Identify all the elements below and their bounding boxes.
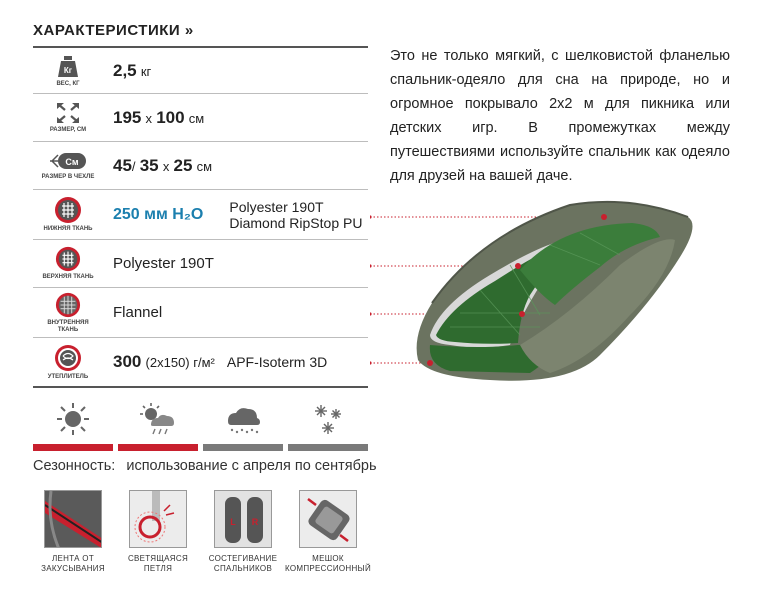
fabric-weave-icon — [54, 196, 82, 224]
svg-text:R: R — [251, 517, 259, 527]
stuff-sack-icon — [48, 150, 88, 172]
expand-arrows-icon — [55, 101, 81, 125]
spec-row-weight — [33, 46, 368, 94]
flannel-icon — [55, 292, 81, 318]
size-label: РАЗМЕР, СМ — [49, 127, 87, 133]
section-title: ХАРАКТЕРИСТИКИ » — [33, 22, 194, 39]
packed-value: 45/ 35 х 25 см — [113, 155, 213, 175]
season-bar — [118, 444, 198, 451]
season-spring — [118, 398, 198, 451]
season-indicator — [33, 398, 368, 451]
glow-loop-icon — [130, 491, 187, 548]
upper-fabric-label: ВЕРХНЯЯ ТКАНЬ — [42, 274, 94, 280]
sun-cloud-rain-icon — [137, 401, 179, 437]
feature-glowing-loop — [118, 490, 198, 574]
size-value: 195 х 100 см — [113, 107, 205, 127]
compression-sack-icon — [300, 491, 357, 548]
season-winter — [288, 398, 368, 451]
svg-text:См: См — [65, 157, 79, 167]
two-bags-icon — [215, 491, 272, 548]
insulation-material: APF-Isoterm 3D — [226, 354, 328, 370]
packed-label: РАЗМЕР В ЧЕХЛЕ — [41, 174, 95, 180]
feature-anti-snag-strip — [33, 490, 113, 574]
weight-value: 2,5 кг — [113, 60, 152, 80]
features-row — [33, 490, 371, 574]
inner-fabric-value: Flannel — [113, 304, 163, 321]
spec-row-size — [33, 94, 368, 142]
spec-row-insulation — [33, 338, 368, 388]
spec-row-upper-fabric — [33, 240, 368, 288]
insulation-value: 300 (2х150) г/м² — [113, 352, 215, 371]
season-bar — [203, 444, 283, 451]
insulation-icon — [54, 344, 82, 372]
feature-label: МЕШОК КОМПРЕССИОННЫЙ — [285, 554, 371, 573]
insulation-label: УТЕПЛИТЕЛЬ — [47, 373, 89, 380]
season-description: использование с апреля по сентябрь — [126, 458, 377, 474]
outer-fabric-label: НИЖНЯЯ ТКАНЬ — [43, 226, 93, 232]
feature-bag-joining — [203, 490, 283, 574]
upper-fabric-value: Polyester 190T — [113, 255, 214, 272]
season-text — [33, 458, 384, 474]
season-prefix: Сезонность: — [33, 458, 116, 474]
weight-label: ВЕС, КГ — [56, 81, 80, 87]
fabric-weave-icon — [55, 246, 81, 272]
season-bar — [288, 444, 368, 451]
season-bar — [33, 444, 113, 451]
spec-table — [33, 46, 368, 388]
season-summer — [33, 398, 113, 451]
svg-text:Кг: Кг — [63, 66, 73, 75]
sun-icon — [55, 401, 91, 437]
sleeping-bag-illustration — [370, 195, 710, 395]
spec-row-packed — [33, 142, 368, 190]
weight-icon — [55, 53, 81, 79]
water-resistance-value: 250 мм H₂O — [113, 205, 204, 223]
feature-compression-sack — [285, 490, 371, 574]
feature-label: СВЕТЯЩАЯСЯ ПЕТЛЯ — [127, 554, 189, 573]
feature-label: ЛЕНТА ОТ ЗАКУСЫВАНИЯ — [41, 554, 105, 573]
inner-fabric-label: ВНУТРЕННЯЯ ТКАНЬ — [47, 319, 89, 333]
rain-cloud-icon — [222, 401, 264, 437]
snowflake-icon — [310, 401, 346, 437]
svg-text:L: L — [230, 517, 236, 527]
feature-label: СОСТЕГИВАНИЕ СПАЛЬНИКОВ — [208, 554, 278, 573]
outer-fabric-value: Polyester 190T Diamond RipStop PU — [229, 198, 363, 231]
season-autumn — [203, 398, 283, 451]
spec-row-inner-fabric — [33, 288, 368, 338]
zipper-guard-icon — [45, 491, 102, 548]
spec-row-outer-fabric — [33, 190, 368, 240]
product-description: Это не только мягкий, с шелковистой фланелью спальник-одеяло для сна на природе, но и огромное покрывало 2х2 м для пикника или детских игр. В промежутках между путешествиями используйте спальник как одеяло для друзей на вашей даче. — [390, 48, 730, 184]
